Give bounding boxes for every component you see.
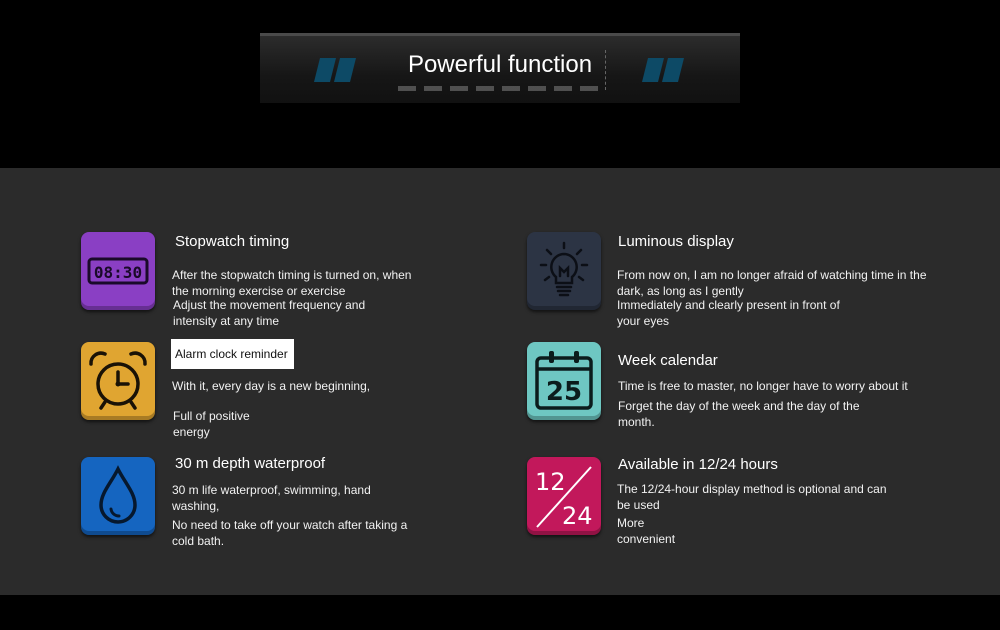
- feature-description: 30 m life waterproof, swimming, hand washing,: [172, 483, 371, 513]
- feature-title: Available in 12/24 hours: [618, 456, 778, 473]
- feature-description: Forget the day of the week and the day of the month.: [618, 399, 860, 429]
- feature-description: Full of positive energy: [173, 409, 250, 439]
- feature-description: The 12/24-hour display method is optional and can be used: [617, 482, 887, 512]
- calendar-day-number: 25: [545, 377, 583, 407]
- feature-description: Time is free to master, no longer have to worry about it: [618, 379, 908, 393]
- lcd-clock-icon: [81, 232, 155, 310]
- feature-description: After the stopwatch timing is turned on, when the morning exercise or exercise: [172, 268, 412, 298]
- feature-title: Luminous display: [618, 233, 734, 250]
- page-title: Powerful function: [407, 51, 593, 78]
- feature-description: No need to take off your watch after taking a cold bath.: [172, 518, 408, 548]
- water-drop-icon: [81, 457, 155, 535]
- lightbulb-icon: [527, 232, 601, 310]
- header-banner: [260, 33, 740, 103]
- feature-title: Stopwatch timing: [175, 233, 290, 250]
- features-panel: [0, 168, 1000, 595]
- feature-title: 30 m depth waterproof: [175, 455, 326, 472]
- 12-24-hour-icon: [527, 457, 601, 535]
- feature-title: Alarm clock reminder: [171, 339, 294, 369]
- feature-description: With it, every day is a new beginning,: [172, 379, 371, 393]
- hour-12-label: 12: [535, 468, 566, 496]
- feature-description: Adjust the movement frequency and intensity at any time: [173, 298, 366, 328]
- feature-description: From now on, I am no longer afraid of watching time in the dark, as long as I gently: [617, 268, 927, 298]
- calendar-icon: [527, 342, 601, 420]
- feature-description: More convenient: [617, 516, 676, 546]
- hour-24-label: 24: [562, 502, 593, 530]
- feature-description: Immediately and clearly present in front of your eyes: [617, 298, 840, 328]
- close-quote-icon: [643, 58, 687, 84]
- banner-decoration: [398, 86, 603, 91]
- lcd-clock-time: 08:30: [93, 263, 143, 282]
- alarm-clock-icon: [81, 342, 155, 420]
- feature-title: Week calendar: [618, 352, 718, 369]
